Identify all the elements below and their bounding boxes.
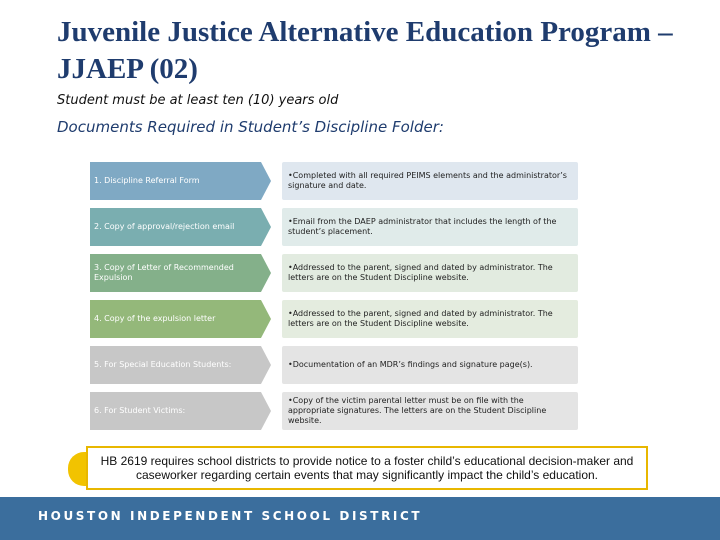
chevron-right-icon (261, 254, 271, 292)
document-label: 1. Discipline Referral Form (90, 162, 261, 200)
document-row (90, 208, 578, 246)
document-label: 4. Copy of the expulsion letter (90, 300, 261, 338)
chevron-right-icon (261, 300, 271, 338)
district-name: HOUSTON INDEPENDENT SCHOOL DISTRICT (38, 509, 423, 523)
document-row (90, 392, 578, 430)
chevron-right-icon (261, 208, 271, 246)
chevron-right-icon (261, 392, 271, 430)
document-row (90, 300, 578, 338)
chevron-right-icon (261, 162, 271, 200)
document-row (90, 346, 578, 384)
foster-notice-callout: HB 2619 requires school districts to provide notice to a foster child’s educational decision-maker and caseworker regarding certain events that may significantly impact the child’s education. (86, 446, 648, 490)
document-description: •Copy of the victim parental letter must be on file with the appropriate signatures. The letters are on the Student Discipline website. (282, 392, 578, 430)
document-row (90, 254, 578, 292)
chevron-right-icon (261, 346, 271, 384)
document-row (90, 162, 578, 200)
document-label: 6. For Student Victims: (90, 392, 261, 430)
footer-bar (0, 497, 720, 540)
page-title: Juvenile Justice Alternative Education Program – JJAEP (02) (57, 16, 673, 85)
section-heading: Documents Required in Student’s Discipline Folder: (57, 118, 444, 136)
age-requirement: Student must be at least ten (10) years old (57, 93, 339, 108)
document-description: •Addressed to the parent, signed and dated by administrator. The letters are on the Student Discipline website. (282, 254, 578, 292)
document-description: •Email from the DAEP administrator that includes the length of the student’s placement. (282, 208, 578, 246)
document-description: •Documentation of an MDR’s findings and signature page(s). (282, 346, 578, 384)
document-description: •Completed with all required PEIMS elements and the administrator’s signature and date. (282, 162, 578, 200)
document-description: •Addressed to the parent, signed and dated by administrator. The letters are on the Student Discipline website. (282, 300, 578, 338)
document-label: 2. Copy of approval/rejection email (90, 208, 261, 246)
document-label: 3. Copy of Letter of Recommended Expulsion (90, 254, 261, 292)
document-label: 5. For Special Education Students: (90, 346, 261, 384)
